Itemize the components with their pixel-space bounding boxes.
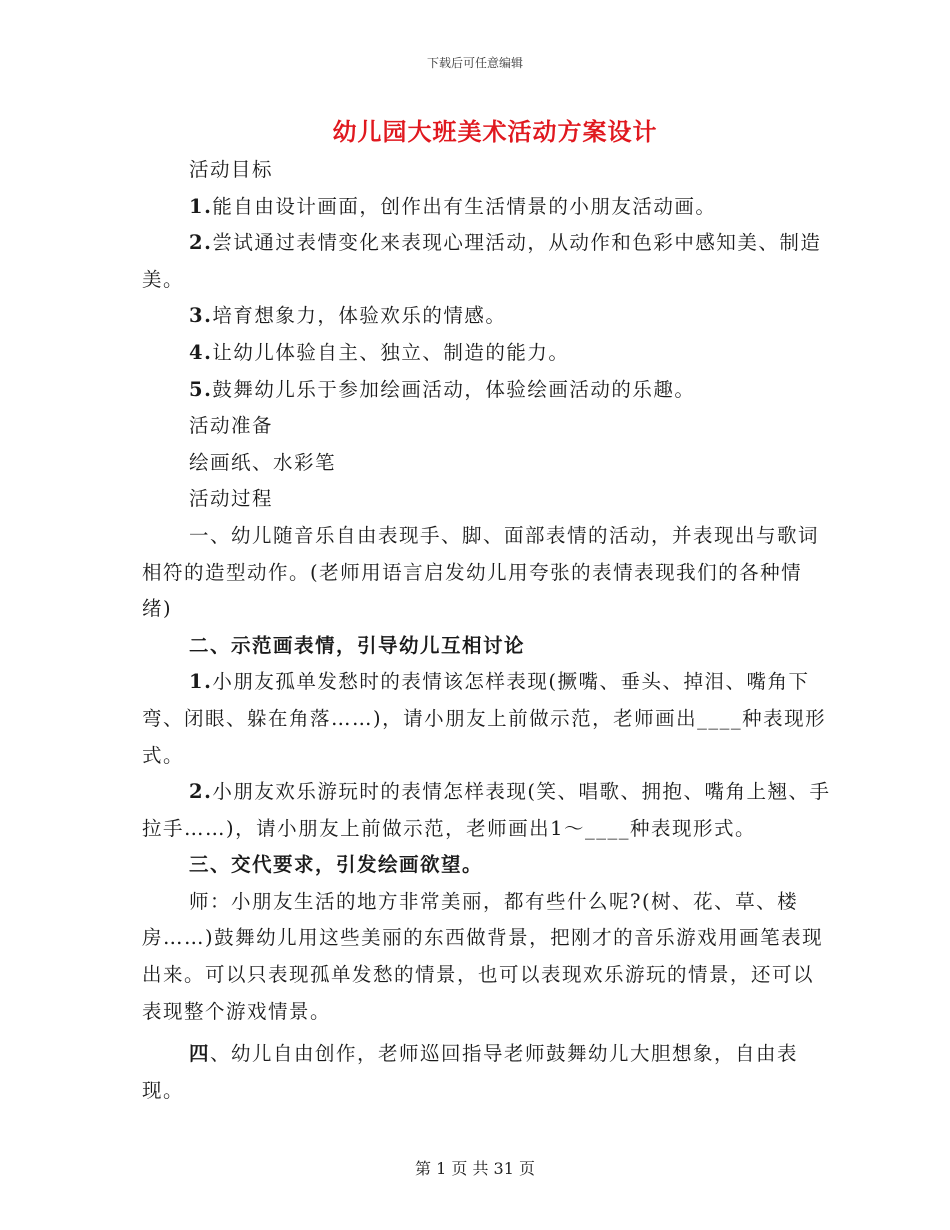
paragraph-text: 小朋友欢乐游玩时的表情怎样表现(笑、唱歌、拥抱、嘴角上翘、手拉手……)，请小朋友上前做示范，老师画出1～____种表现形式。 — [142, 780, 831, 840]
paragraph — [142, 152, 832, 189]
paragraph-text: 活动目标 — [189, 158, 274, 181]
paragraph — [142, 628, 832, 665]
paragraph — [142, 298, 832, 335]
paragraph-text: 尝试通过表情变化来表现心理活动，从动作和色彩中感知美、制造美。 — [142, 231, 822, 291]
item-number: 5. — [189, 377, 213, 401]
paragraph — [142, 481, 832, 518]
paragraph — [142, 664, 832, 774]
paragraph-text: 绘画纸、水彩笔 — [189, 450, 337, 474]
paragraph-text: 鼓舞幼儿乐于参加绘画活动，体验绘画活动的乐趣。 — [212, 377, 696, 401]
header-note: 下载后可任意编辑 — [426, 56, 523, 70]
paragraph — [142, 408, 832, 445]
item-number: 1. — [189, 670, 213, 694]
paragraph-text: 小朋友孤单发愁时的表情该怎样表现(撅嘴、垂头、掉泪、嘴角下弯、闭眼、躲在角落……)，请小朋友上前做示范，老师画出____种表现形式。 — [142, 670, 827, 767]
item-number: 3. — [189, 304, 213, 328]
paragraph — [142, 518, 832, 628]
paragraph — [142, 1036, 832, 1109]
paragraph-text: 二、示范画表情，引导幼儿互相讨论 — [189, 633, 526, 657]
paragraph — [142, 445, 832, 482]
paragraph — [142, 847, 832, 884]
document-title: 幼儿园大班美术活动方案设计 — [332, 117, 658, 146]
item-number: 2. — [189, 780, 213, 804]
paragraph — [142, 884, 832, 1030]
paragraph-text: 让幼儿体验自主、独立、制造的能力。 — [212, 340, 570, 364]
paragraph-text: 活动过程 — [189, 487, 274, 511]
document-body — [142, 152, 832, 1109]
paragraph — [142, 372, 832, 409]
item-number: 4. — [189, 340, 213, 364]
paragraph — [142, 225, 832, 298]
paragraph-text: 活动准备 — [189, 414, 274, 438]
paragraph-text: 、幼儿自由创作，老师巡回指导老师鼓舞幼儿大胆想象，自由表现。 — [142, 1042, 799, 1102]
section-lead: 四 — [189, 1042, 211, 1066]
item-number: 2. — [189, 231, 213, 255]
paragraph-text: 培育想象力，体验欢乐的情感。 — [212, 304, 507, 328]
paragraph-text: 能自由设计画面，创作出有生活情景的小朋友活动画。 — [212, 194, 717, 218]
paragraph-text: 一、幼儿随音乐自由表现手、脚、面部表情的活动，并表现出与歌词相符的造型动作。(老师用语言启发幼儿用夸张的表情表现我们的各种情绪) — [142, 523, 820, 621]
paragraph-text: 师：小朋友生活的地方非常美丽，都有些什么呢?(树、花、草、楼房……)鼓舞幼儿用这些美丽的东西做背景，把刚才的音乐游戏用画笔表现出来。可以只表现孤单发愁的情景，也可以表现欢乐游玩的情景，还可以表现整个游戏情景。 — [142, 889, 824, 1023]
item-number: 1. — [189, 194, 213, 218]
paragraph — [142, 189, 832, 226]
paragraph-text: 三、交代要求，引发绘画欲望。 — [189, 853, 484, 877]
paragraph — [142, 335, 832, 372]
page-footer: 第 1 页 共 31 页 — [415, 1159, 535, 1178]
paragraph — [142, 774, 832, 847]
